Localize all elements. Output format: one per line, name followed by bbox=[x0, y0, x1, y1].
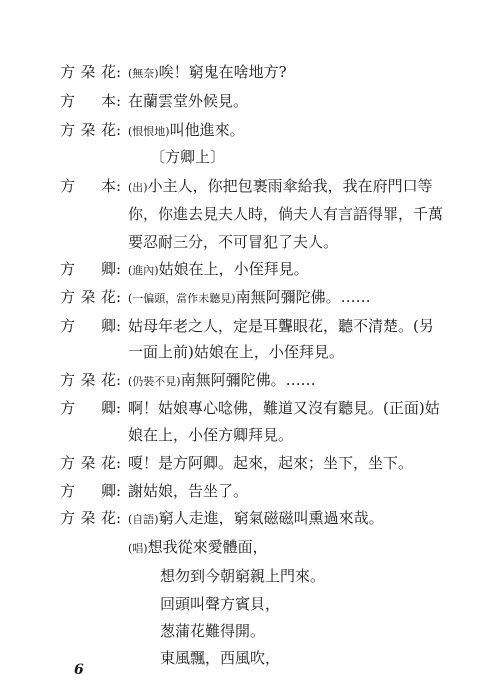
page-number: 6 bbox=[74, 662, 84, 678]
speaker: 方卿 bbox=[60, 317, 116, 335]
colon: : bbox=[116, 371, 122, 389]
speech: 娘在上，小侄方卿拜見。 bbox=[128, 426, 294, 444]
stage-direction: (進內) bbox=[128, 264, 159, 277]
stage-direction: (一偏頭，當作未聽見) bbox=[128, 292, 236, 305]
speech: 啊！姑娘專心唸佛，難道又沒有聽見。(正面)姑 bbox=[128, 399, 440, 417]
stage-direction: (恨恨地) bbox=[128, 125, 170, 138]
speaker: 方朶花 bbox=[60, 454, 116, 472]
stage-direction: (唱) bbox=[128, 542, 148, 555]
colon: : bbox=[116, 92, 122, 110]
verse-text: 回頭叫聲方賓貝， bbox=[160, 595, 281, 613]
verse-text: 葱蒲花難得開。 bbox=[160, 622, 266, 640]
dialogue-text bbox=[128, 398, 440, 418]
verse-text: 想勿到今朝窮親上門來。 bbox=[160, 567, 326, 585]
stage-direction: (自語) bbox=[128, 513, 159, 526]
dialogue-text bbox=[128, 120, 245, 142]
speaker: 方本 bbox=[60, 92, 116, 110]
speech: 謝姑娘，告坐了。 bbox=[128, 482, 249, 500]
speech: 你，你進去見夫人時，倘夫人有言語得罪，千萬 bbox=[128, 205, 444, 223]
speech: 小主人，你把包裹雨傘給我，我在府門口等 bbox=[147, 177, 433, 195]
speech: 叫他進來。 bbox=[169, 121, 245, 139]
colon: : bbox=[116, 482, 122, 500]
colon: : bbox=[116, 509, 122, 527]
speaker: 方卿 bbox=[60, 482, 116, 500]
speaker: 方本 bbox=[60, 177, 116, 195]
speaker: 方朶花 bbox=[60, 121, 116, 139]
dialogue-text bbox=[128, 481, 248, 501]
speaker: 方卿 bbox=[60, 399, 116, 417]
speech: 南無阿彌陀佛。…… bbox=[235, 288, 371, 306]
speaker: 方朶花 bbox=[60, 288, 116, 306]
dialogue-text bbox=[128, 370, 316, 392]
dialogue-text bbox=[128, 62, 287, 84]
stage-direction: (無奈) bbox=[128, 67, 159, 80]
speech: 在蘭雲堂外候見。 bbox=[128, 92, 249, 110]
dialogue-text bbox=[128, 176, 433, 198]
speech: 姑母年老之人，定是耳聾眼花，聽不清楚。(另 bbox=[128, 317, 434, 335]
dialogue-text bbox=[128, 508, 384, 530]
colon: : bbox=[116, 63, 122, 81]
speaker: 方朶花 bbox=[60, 63, 116, 81]
speech: 一面上前)姑娘在上，小侄拜見。 bbox=[128, 343, 344, 361]
dialogue-text bbox=[128, 91, 248, 111]
speaker: 方朶花 bbox=[60, 509, 116, 527]
speech: 要忍耐三分，不可冒犯了夫人。 bbox=[128, 233, 339, 251]
verse-text: 東風飄，西風吹， bbox=[160, 649, 281, 667]
speech: 唉！窮鬼在啥地方? bbox=[158, 63, 287, 81]
stage-direction: (出) bbox=[128, 181, 148, 194]
stage-direction: 〔方卿上〕 bbox=[150, 148, 226, 166]
dialogue-text bbox=[128, 316, 434, 336]
colon: : bbox=[116, 399, 122, 417]
speech: 南無阿彌陀佛。…… bbox=[180, 371, 316, 389]
speaker: 方朶花 bbox=[60, 371, 116, 389]
speech: 姑娘在上，小侄拜見。 bbox=[158, 260, 309, 278]
speech: 窮人走進，窮氣磁磁叫熏過來哉。 bbox=[158, 509, 384, 527]
stage-direction: (仍裝不見) bbox=[128, 375, 181, 388]
dialogue-text bbox=[128, 453, 413, 473]
speaker: 方卿 bbox=[60, 260, 116, 278]
colon: : bbox=[116, 121, 122, 139]
verse-text: 想我從來愛體面， bbox=[147, 538, 268, 556]
colon: : bbox=[116, 317, 122, 335]
colon: : bbox=[116, 260, 122, 278]
colon: : bbox=[116, 454, 122, 472]
colon: : bbox=[116, 177, 122, 195]
dialogue-text bbox=[128, 287, 371, 309]
colon: : bbox=[116, 288, 122, 306]
speech: 嗄！是方阿卿。起來，起來；坐下，坐下。 bbox=[128, 454, 414, 472]
dialogue-text bbox=[128, 259, 309, 281]
